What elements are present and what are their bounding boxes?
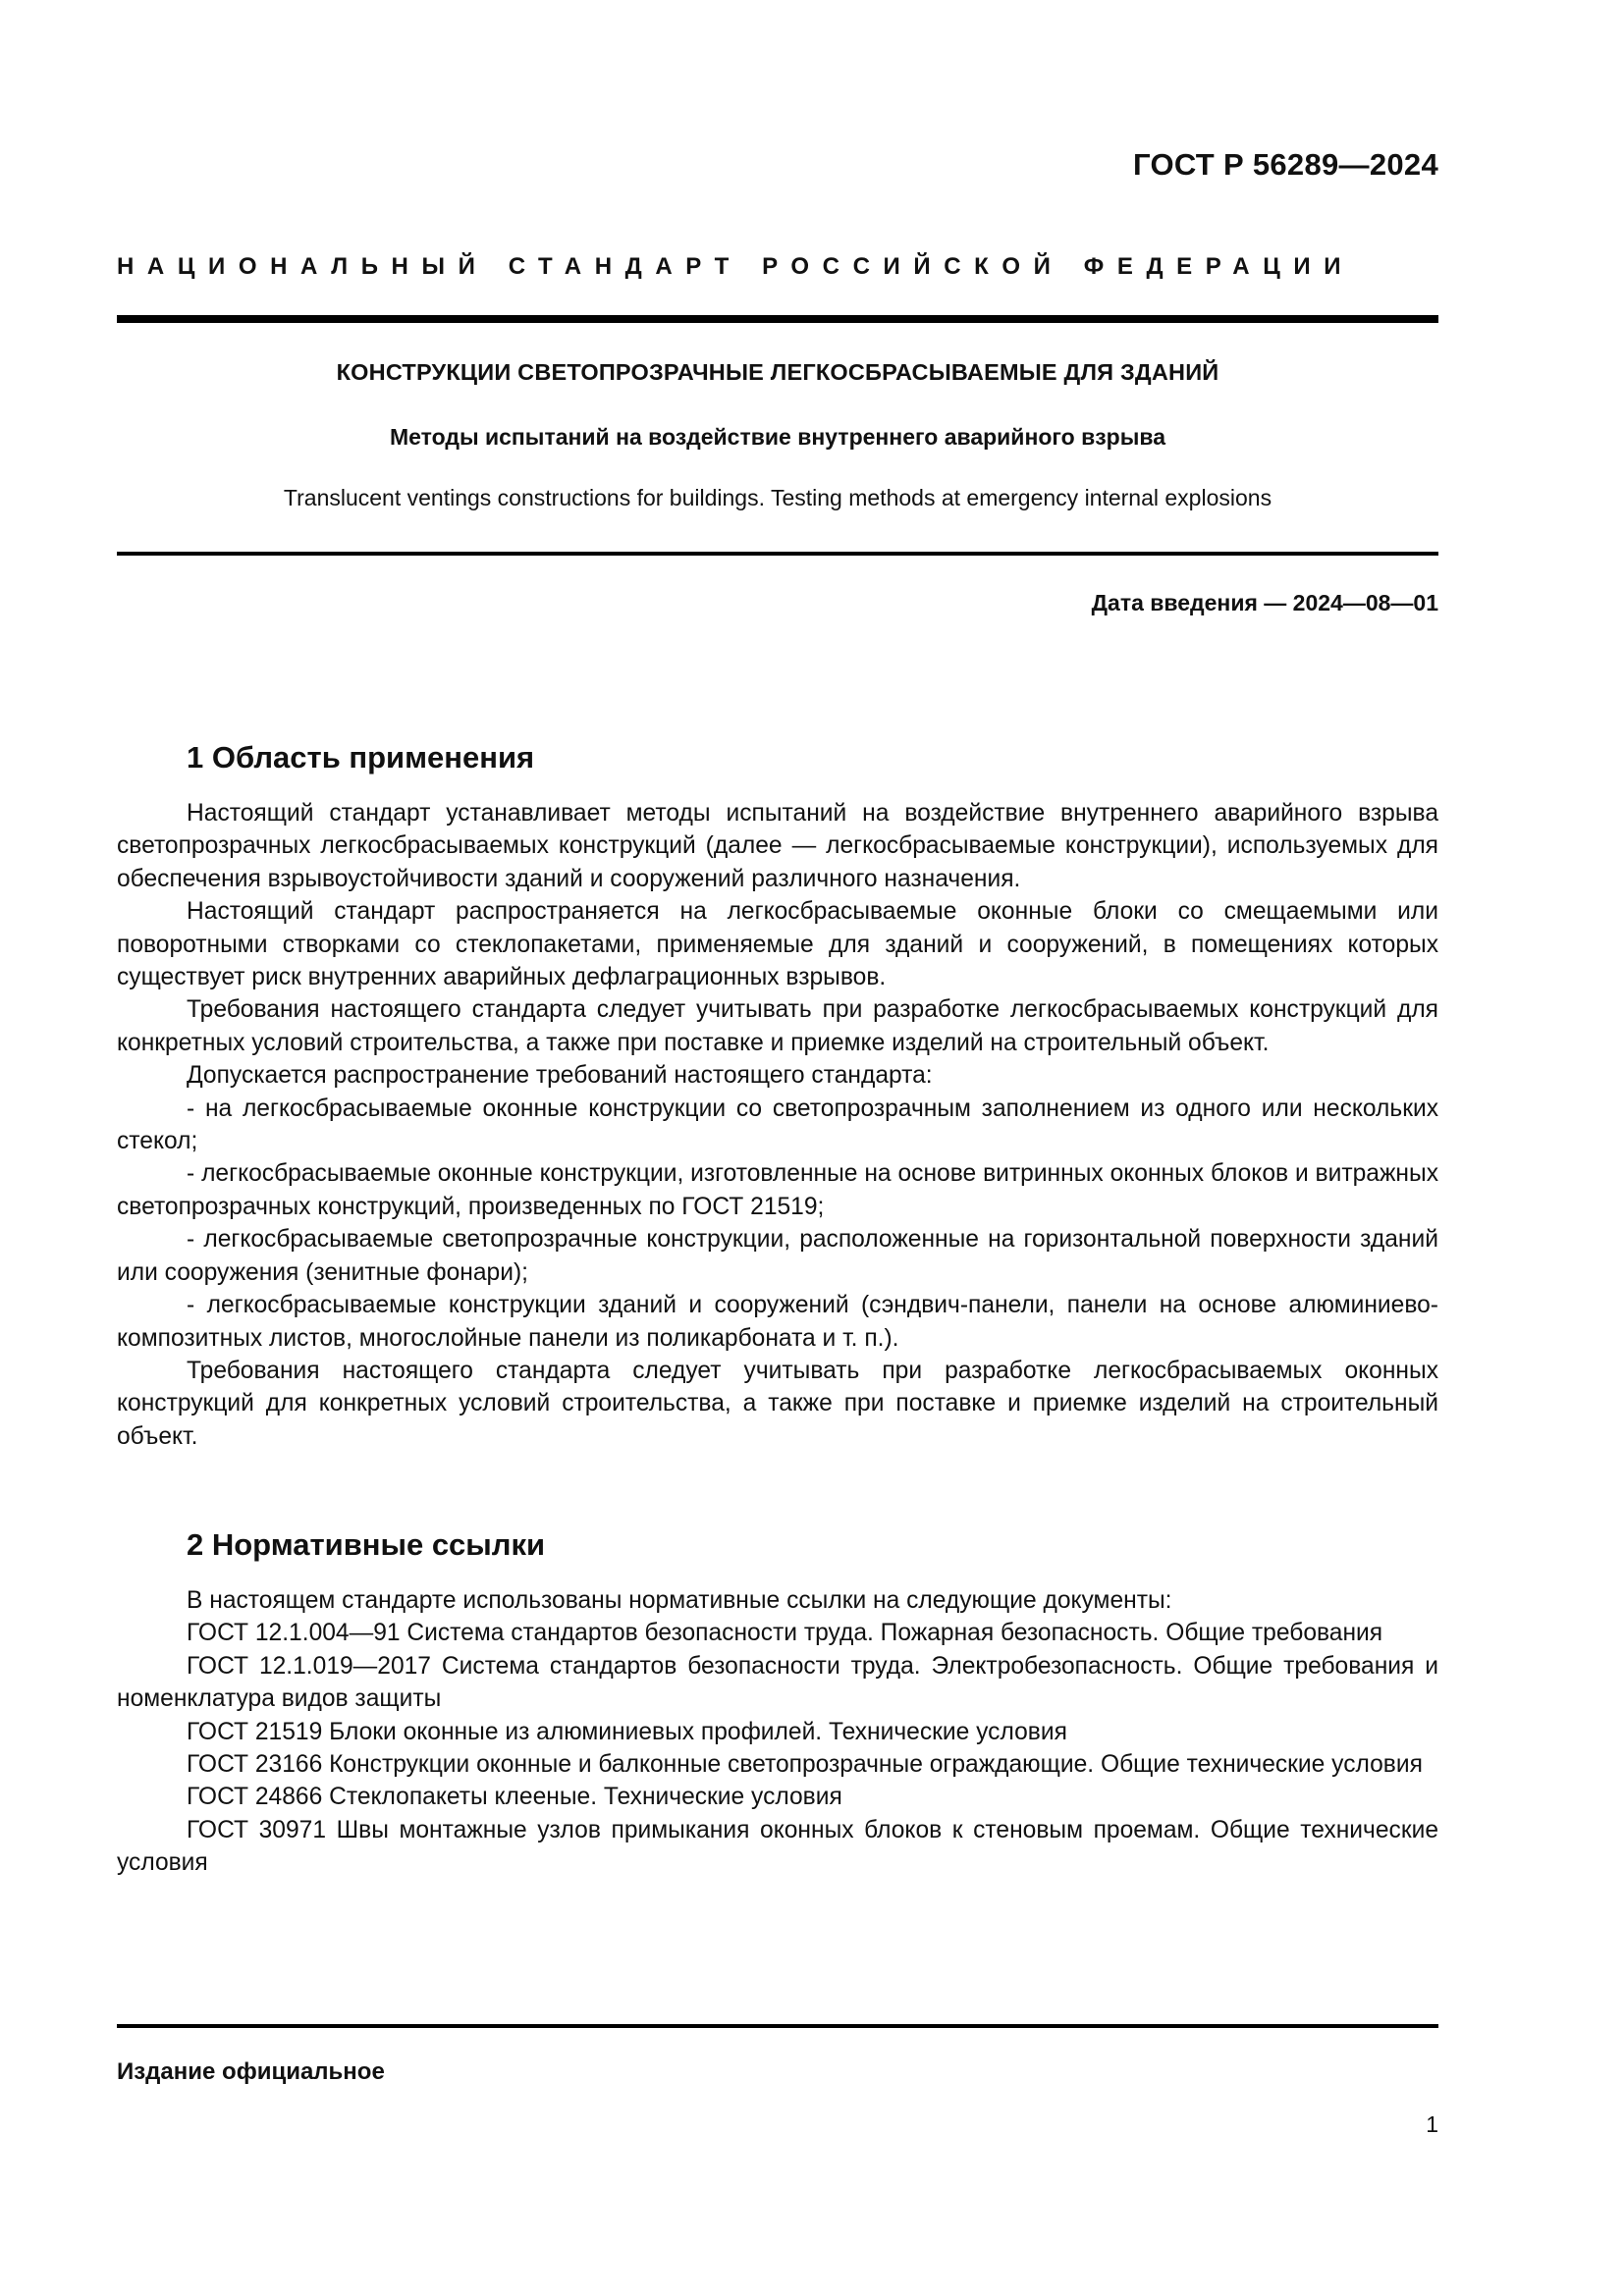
reference-item: ГОСТ 12.1.004—91 Система стандартов безопасности труда. Пожарная безопасность. Общие требования [187, 1620, 1383, 1647]
national-standard-banner: НАЦИОНАЛЬНЫЙ СТАНДАРТ РОССИЙСКОЙ ФЕДЕРАЦИИ [117, 253, 1355, 280]
reference-item: ГОСТ 12.1.019—2017 Система стандартов безопасности труда. Электробезопасность. Общие требования и номенклатура видов защиты [117, 1652, 1438, 1713]
paragraph: В настоящем стандарте использованы нормативные ссылки на следующие документы: [187, 1587, 1172, 1614]
paragraph: Настоящий стандарт распространяется на легкосбрасываемые оконные блоки со смещаемыми или поворотными створками со стеклопакетами, применяемые для зданий и сооружений, в помещениях которых существует риск внутренних аварийных дефлаграционных взрывов. [117, 898, 1438, 991]
paragraph: Требования настоящего стандарта следует учитывать при разработке легкосбрасываемых оконных конструкций для конкретных условий строительства, а также при поставке и приемке изделий на строительный объект. [117, 1357, 1438, 1450]
paragraph: Допускается распространение требований настоящего стандарта: [187, 1062, 933, 1090]
section-normative-references [117, 1525, 1438, 1880]
page-number: 1 [1426, 2111, 1438, 2137]
english-title: Translucent ventings constructions for buildings. Testing methods at emergency internal explosions [283, 485, 1272, 510]
section-scope [117, 738, 1438, 1453]
title-rule [117, 552, 1438, 556]
section-heading: 1 Область применения [187, 740, 535, 774]
list-item: - на легкосбрасываемые оконные конструкции со светопрозрачным заполнением из одного или нескольких стекол; [117, 1095, 1438, 1155]
paragraph: Настоящий стандарт устанавливает методы испытаний на воздействие внутреннего аварийного взрыва светопрозрачных легкосбрасываемых конструкций (далее — легкосбрасываемые конструкции), используемых для обеспечения взрывоустойчивости зданий и сооружений различного назначения. [117, 800, 1438, 892]
document-page [117, 0, 1438, 2296]
official-edition-label: Издание официальное [117, 2058, 385, 2085]
section-heading: 2 Нормативные ссылки [187, 1527, 546, 1562]
header-rule [117, 315, 1438, 323]
list-item: - легкосбрасываемые светопрозрачные конструкции, расположенные на горизонтальной поверхности зданий или сооружения (зенитные фонари); [117, 1226, 1438, 1286]
document-subtitle: Методы испытаний на воздействие внутреннего аварийного взрыва [390, 424, 1165, 450]
reference-item: ГОСТ 24866 Стеклопакеты клееные. Технические условия [187, 1784, 842, 1811]
standard-designation: ГОСТ Р 56289—2024 [1133, 147, 1438, 182]
reference-item: ГОСТ 21519 Блоки оконные из алюминиевых профилей. Технические условия [187, 1718, 1067, 1745]
reference-item: ГОСТ 30971 Швы монтажные узлов примыкания оконных блоков к стеновым проемам. Общие технические условия [117, 1816, 1438, 1877]
footer-rule [117, 2024, 1438, 2028]
document-title: КОНСТРУКЦИИ СВЕТОПРОЗРАЧНЫЕ ЛЕГКОСБРАСЫВАЕМЫЕ ДЛЯ ЗДАНИЙ [336, 359, 1219, 385]
paragraph: Требования настоящего стандарта следует учитывать при разработке легкосбрасываемых конструкций для конкретных условий строительства, а также при поставке и приемке изделий на строительный объект. [117, 996, 1438, 1056]
list-item: - легкосбрасываемые оконные конструкции, изготовленные на основе витринных оконных блоков и витражных светопрозрачных конструкций, произведенных по ГОСТ 21519; [117, 1160, 1438, 1220]
introduction-date: Дата введения — 2024—08—01 [1091, 590, 1438, 615]
list-item: - легкосбрасываемые конструкции зданий и сооружений (сэндвич-панели, панели на основе алюминиево-композитных листов, многослойные панели из поликарбоната и т. п.). [117, 1292, 1438, 1352]
reference-item: ГОСТ 23166 Конструкции оконные и балконные светопрозрачные ограждающие. Общие технические условия [187, 1751, 1423, 1779]
